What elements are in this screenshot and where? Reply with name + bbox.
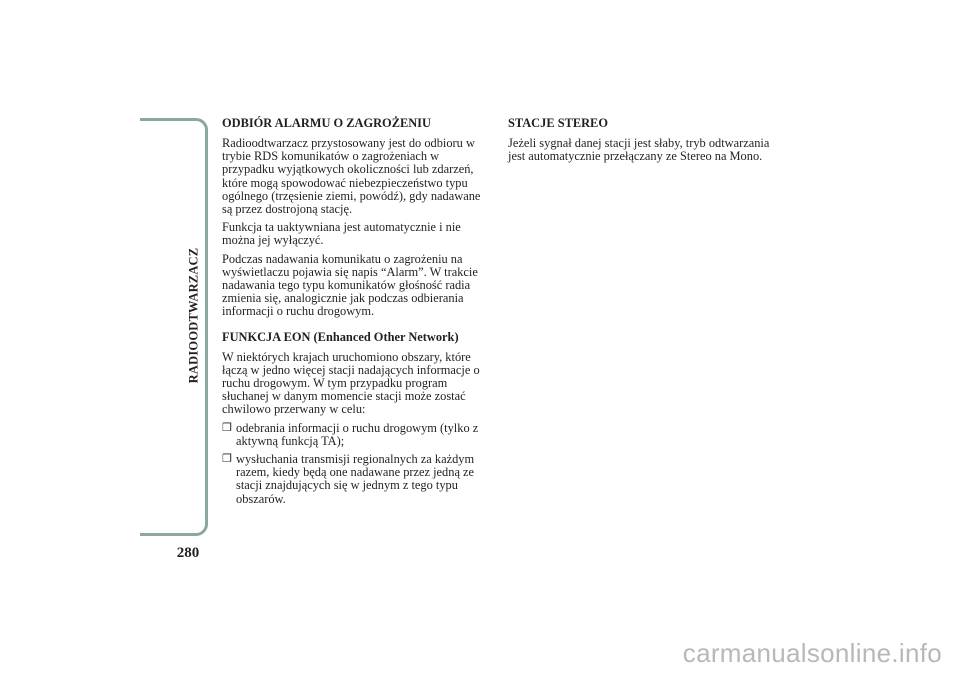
list-item <box>222 422 492 448</box>
section-side-label-text: RADIOODTWARZACZ <box>186 247 201 383</box>
left-column <box>222 116 492 511</box>
paragraph-alarm-display: Podczas nadawania komunikatu o zagrożeniu na wyświetlaczu pojawia się napis “Alarm”. W trakcie nadawania tego typu komunikatów głośność radia zmienia się, analogicznie jak podczas odbierania informacji o ruchu drogowym. <box>222 251 478 319</box>
heading-alarm: ODBIÓR ALARMU O ZAGROŻENIU <box>222 116 431 130</box>
bullet-text: wysłuchania transmisji regionalnych za każdym razem, kiedy będą one nadawane przez jedną ze stacji znajdujących się w jednym z tego typu obszarów. <box>236 452 475 506</box>
paragraph-stereo: Jeżeli sygnał danej stacji jest słaby, tryb odtwarzania jest automatycznie przełączany ze Stereo na Mono. <box>508 136 770 164</box>
paragraph-alarm-intro: Radioodtwarzacz przystosowany jest do odbioru w trybie RDS komunikatów o zagrożeniach w przypadku wyjątkowych okoliczności lub zdarzeń, które mogą spowodować niebezpieczeństwo typu ogólnego (trzęsienie ziemi, powódź), gdy nadawane są przez dostrojoną stację. <box>222 136 481 217</box>
checkbox-bullet-icon: ❒ <box>222 421 232 434</box>
heading-stereo: STACJE STEREO <box>508 116 608 130</box>
paragraph-eon-intro: W niektórych krajach uruchomiono obszary, które łączą w jedno więcej stacji nadających informacje o ruchu drogowym. W tym przypadku program słuchanej w danym momencie stacji może zostać chwilowo przerwany w celu: <box>222 349 480 417</box>
section-side-label <box>182 247 206 383</box>
watermark: carmanualsonline.info <box>682 638 942 668</box>
right-column <box>508 116 788 168</box>
page-number: 280 <box>176 545 200 561</box>
heading-eon: FUNKCJA EON (Enhanced Other Network) <box>222 329 459 344</box>
list-item <box>222 453 492 506</box>
checkbox-bullet-icon: ❒ <box>222 453 232 466</box>
bullet-text: odebrania informacji o ruchu drogowym (tylko z aktywną funkcją TA); <box>236 420 479 448</box>
paragraph-alarm-auto: Funkcja ta uaktywniana jest automatycznie i nie można jej wyłączyć. <box>222 220 461 248</box>
